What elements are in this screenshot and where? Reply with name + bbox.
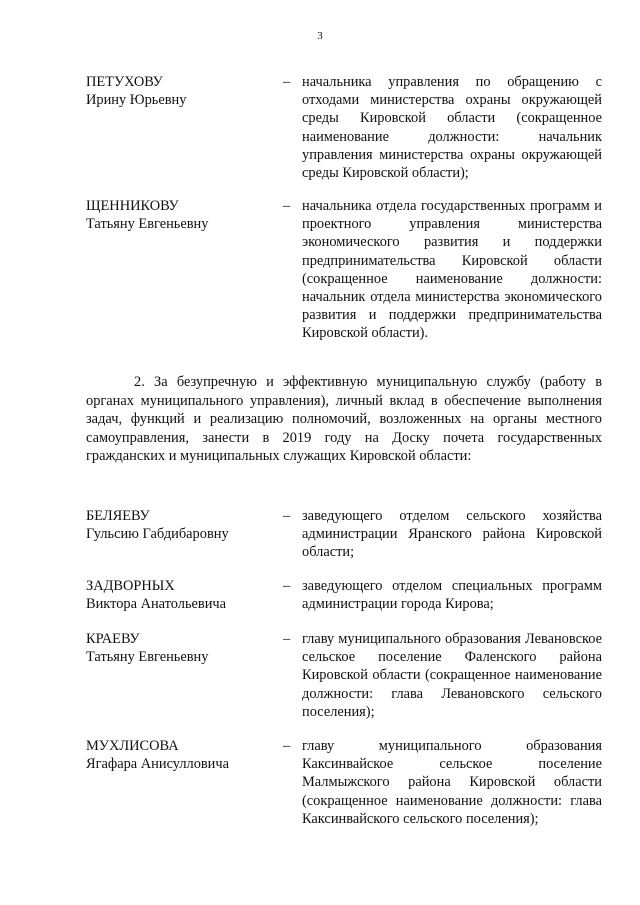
person-given-name: Татьяну Евгеньевну [86, 216, 209, 233]
person-name [86, 507, 276, 543]
position-description: заведующего отделом специальных программ администрации города Кирова; [302, 578, 602, 613]
person-given-name: Ирину Юрьевну [86, 92, 187, 109]
person-given-name: Виктора Анатольевича [86, 596, 227, 613]
dash-separator: – [283, 198, 291, 214]
person-name [86, 737, 276, 773]
person-name [86, 197, 276, 233]
award-entry [86, 197, 602, 343]
person-given-name: Татьяну Евгеньевну [86, 649, 209, 666]
person-surname: ПЕТУХОВУ [86, 74, 163, 90]
person-name [86, 577, 276, 613]
award-entry [86, 507, 602, 562]
dash-separator: – [283, 631, 291, 647]
position-description: заведующего отделом сельского хозяйства администрации Яранского района Кировской области; [302, 508, 602, 561]
position-description: главу муниципального образования Левановское сельское поселение Фаленского района Кировской области (сокращенное наименование должности: глава Левановского сельского поселения); [302, 631, 602, 720]
person-given-name: Ягафара Анисулловича [86, 756, 230, 773]
dash-separator: – [283, 74, 291, 90]
page-number: 3 [317, 30, 323, 42]
person-surname: БЕЛЯЕВУ [86, 508, 150, 524]
position-description: начальника управления по обращению с отходами министерства охраны окружающей среды Кировской области (сокращенное наименование должности: начальник управления министерства охраны окружающей среды Кировской области); [302, 74, 602, 182]
dash-separator: – [283, 578, 291, 594]
person-name [86, 630, 276, 666]
person-surname: МУХЛИСОВА [86, 738, 179, 754]
dash-separator: – [283, 738, 291, 754]
dash-separator: – [283, 508, 291, 524]
person-surname: КРАЕВУ [86, 631, 140, 647]
person-given-name: Гульсию Габдибаровну [86, 526, 229, 543]
person-surname: ЗАДВОРНЫХ [86, 578, 175, 594]
award-entry [86, 577, 602, 613]
position-description: начальника отдела государственных программ и проектного управления министерства экономического развития и поддержки предпринимательства Кировской области (сокращенное наименование должности: начальник отдела министерства экономического развития и поддержки предпринимательства Кировской области). [302, 198, 602, 342]
award-entry [86, 737, 602, 828]
position-description: главу муниципального образования Каксинвайское сельское поселение Малмыжского района Кировской области (сокращенное наименование должности: глава Каксинвайского сельского поселения); [302, 738, 602, 827]
paragraph-2: 2. За безупречную и эффективную муниципальную службу (работу в органах муниципального управления), личный вклад в обеспечение выполнения задач, функций и реализацию полномочий, возложенных на органы местного самоуправления, занести в 2019 году на Доску почета государственных гражданских и муниципальных служащих Кировской области: [86, 374, 602, 465]
person-surname: ЩЕННИКОВУ [86, 198, 179, 214]
award-entry [86, 73, 602, 182]
award-entry [86, 630, 602, 721]
person-name [86, 73, 276, 109]
